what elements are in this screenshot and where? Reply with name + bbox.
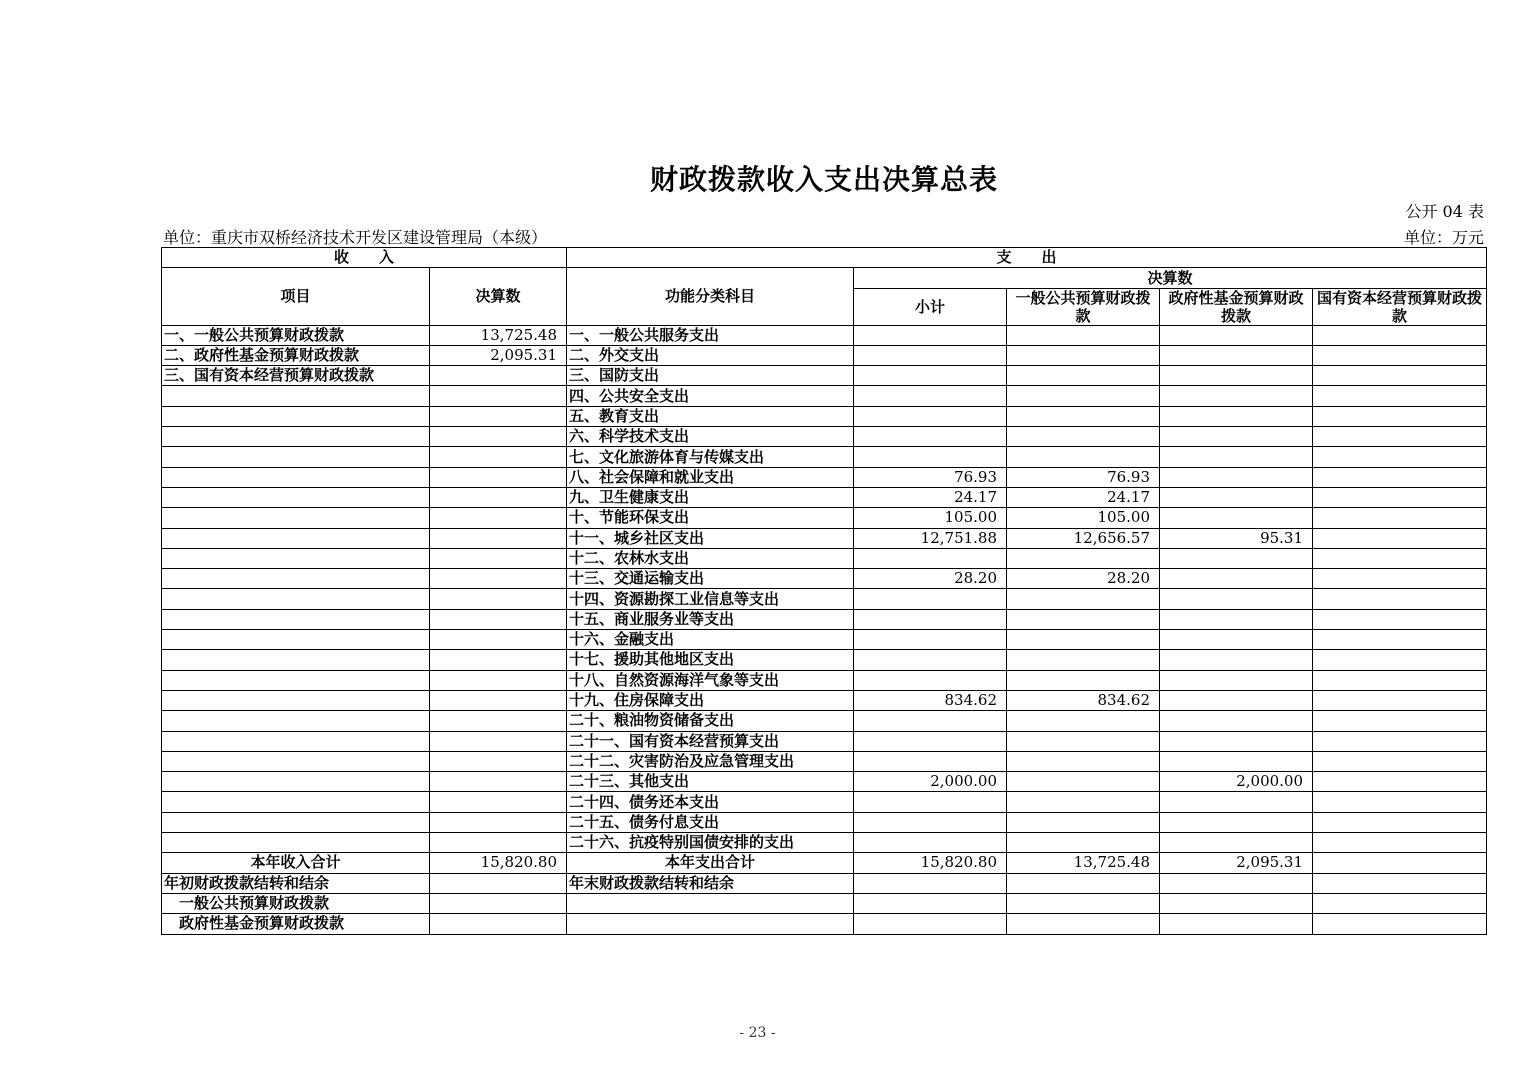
general-budget-cell: 834.62 (1007, 690, 1160, 710)
form-number: 公开 04 表 (1405, 202, 1484, 221)
subtotal-cell (854, 833, 1007, 853)
general-budget-cell (1007, 366, 1160, 386)
income-amount-cell (430, 406, 567, 426)
gov-fund-cell: 2,000.00 (1160, 772, 1313, 792)
state-capital-cell (1313, 772, 1487, 792)
subtotal-cell (854, 609, 1007, 629)
expenditure-subject-cell: 十七、援助其他地区支出 (567, 650, 854, 670)
expenditure-subject-cell: 一、一般公共服务支出 (567, 325, 854, 345)
subtotal-cell (854, 345, 1007, 365)
subtotal-cell: 2,000.00 (854, 772, 1007, 792)
subtotal-cell: 28.20 (854, 569, 1007, 589)
general-budget-cell: 24.17 (1007, 487, 1160, 507)
income-amount-cell (430, 589, 567, 609)
general-budget-cell (1007, 772, 1160, 792)
income-amount-cell (430, 630, 567, 650)
gov-fund-cell (1160, 447, 1313, 467)
table-row (162, 690, 1487, 710)
carryover-income-amount (430, 893, 567, 913)
total-general-budget-cell: 13,725.48 (1007, 853, 1160, 873)
gov-fund-cell (1160, 812, 1313, 832)
income-amount-cell (430, 609, 567, 629)
state-capital-cell (1313, 609, 1487, 629)
expenditure-section-header: 支 出 (567, 248, 1487, 268)
state-capital-cell (1313, 731, 1487, 751)
general-budget-cell (1007, 711, 1160, 731)
table-row (162, 751, 1487, 771)
subtotal-cell: 105.00 (854, 508, 1007, 528)
table-row (162, 386, 1487, 406)
expenditure-subject-cell: 十三、交通运输支出 (567, 569, 854, 589)
income-item-cell (162, 751, 430, 771)
table-row (162, 447, 1487, 467)
income-amount-cell (430, 528, 567, 548)
gov-fund-cell (1160, 609, 1313, 629)
income-item-cell (162, 406, 430, 426)
expenditure-total-label: 本年支出合计 (567, 853, 854, 873)
unit-organization: 单位：重庆市双桥经济技术开发区建设管理局（本级） (163, 228, 548, 247)
general-budget-cell (1007, 345, 1160, 365)
income-item-cell: 一、一般公共预算财政拨款 (162, 325, 430, 345)
expenditure-subject-cell: 六、科学技术支出 (567, 427, 854, 447)
table-row (162, 467, 1487, 487)
gov-fund-cell (1160, 690, 1313, 710)
table-row (162, 345, 1487, 365)
income-amount-cell (430, 366, 567, 386)
expenditure-subject-cell: 二十、粮油物资储备支出 (567, 711, 854, 731)
income-item-cell (162, 447, 430, 467)
expenditure-subject-cell: 三、国防支出 (567, 366, 854, 386)
total-gov-fund-cell: 2,095.31 (1160, 853, 1313, 873)
gov-fund-column-header: 政府性基金预算财政拨款 (1160, 288, 1313, 325)
subtotal-cell (854, 548, 1007, 568)
expenditure-subject-cell: 十六、金融支出 (567, 630, 854, 650)
carryover-expenditure-item: 年末财政拨款结转和结余 (567, 873, 854, 893)
table-row (162, 731, 1487, 751)
income-amount-cell: 2,095.31 (430, 345, 567, 365)
income-item-cell (162, 630, 430, 650)
state-capital-cell (1313, 366, 1487, 386)
subtotal-cell: 12,751.88 (854, 528, 1007, 548)
table-row (162, 650, 1487, 670)
carryover-capital-cell (1313, 893, 1487, 913)
general-budget-column-header: 一般公共预算财政拨款 (1007, 288, 1160, 325)
income-amount-cell (430, 386, 567, 406)
state-capital-cell (1313, 325, 1487, 345)
income-amount-cell (430, 833, 567, 853)
gov-fund-cell (1160, 589, 1313, 609)
subtotal-cell: 834.62 (854, 690, 1007, 710)
table-row (162, 609, 1487, 629)
carryover-general-cell (1007, 893, 1160, 913)
state-capital-cell (1313, 650, 1487, 670)
amount-column-header: 决算数 (430, 268, 567, 325)
appropriation-summary-table (161, 247, 1487, 935)
subtotal-cell (854, 650, 1007, 670)
table-row (162, 528, 1487, 548)
table-row (162, 589, 1487, 609)
income-item-cell (162, 711, 430, 731)
income-item-cell (162, 650, 430, 670)
general-budget-cell (1007, 650, 1160, 670)
state-capital-cell (1313, 711, 1487, 731)
gov-fund-cell (1160, 833, 1313, 853)
subtotal-cell (854, 427, 1007, 447)
carryover-subtotal-cell (854, 914, 1007, 934)
gov-fund-cell (1160, 508, 1313, 528)
gov-fund-cell (1160, 406, 1313, 426)
carryover-row (162, 873, 1487, 893)
table-row (162, 406, 1487, 426)
subtotal-cell (854, 366, 1007, 386)
carryover-expenditure-item (567, 914, 854, 934)
gov-fund-cell (1160, 325, 1313, 345)
general-budget-cell (1007, 731, 1160, 751)
income-item-cell (162, 589, 430, 609)
income-amount-cell (430, 731, 567, 751)
income-item-cell (162, 548, 430, 568)
carryover-capital-cell (1313, 914, 1487, 934)
income-amount-cell (430, 812, 567, 832)
gov-fund-cell (1160, 386, 1313, 406)
general-budget-cell (1007, 792, 1160, 812)
income-amount-cell (430, 690, 567, 710)
gov-fund-cell (1160, 345, 1313, 365)
expenditure-subject-cell: 二十二、灾害防治及应急管理支出 (567, 751, 854, 771)
carryover-income-item: 年初财政拨款结转和结余 (162, 873, 430, 893)
carryover-fund-cell (1160, 873, 1313, 893)
subtotal-cell (854, 812, 1007, 832)
income-amount-cell (430, 467, 567, 487)
subtotal-cell (854, 731, 1007, 751)
table-row (162, 792, 1487, 812)
expenditure-subject-cell: 二十三、其他支出 (567, 772, 854, 792)
gov-fund-cell (1160, 487, 1313, 507)
general-budget-cell (1007, 751, 1160, 771)
table-row (162, 833, 1487, 853)
state-capital-cell (1313, 406, 1487, 426)
carryover-income-amount (430, 873, 567, 893)
income-item-cell (162, 386, 430, 406)
general-budget-cell (1007, 447, 1160, 467)
general-budget-cell (1007, 325, 1160, 345)
subtotal-cell: 76.93 (854, 467, 1007, 487)
expenditure-subject-cell: 十九、住房保障支出 (567, 690, 854, 710)
state-capital-cell (1313, 589, 1487, 609)
income-amount-cell (430, 711, 567, 731)
general-budget-cell (1007, 630, 1160, 650)
carryover-income-amount (430, 914, 567, 934)
general-budget-cell (1007, 589, 1160, 609)
income-total-amount: 15,820.80 (430, 853, 567, 873)
table-row (162, 812, 1487, 832)
income-item-cell (162, 427, 430, 447)
subtotal-cell (854, 386, 1007, 406)
expenditure-subject-cell: 七、文化旅游体育与传媒支出 (567, 447, 854, 467)
total-subtotal-cell: 15,820.80 (854, 853, 1007, 873)
subtotal-column-header: 小计 (854, 288, 1007, 325)
expenditure-subject-cell: 二十五、债务付息支出 (567, 812, 854, 832)
income-item-cell (162, 569, 430, 589)
state-capital-cell (1313, 487, 1487, 507)
income-amount-cell (430, 650, 567, 670)
state-capital-cell (1313, 792, 1487, 812)
carryover-subtotal-cell (854, 873, 1007, 893)
table-row (162, 325, 1487, 345)
subtotal-cell (854, 751, 1007, 771)
income-total-label: 本年收入合计 (162, 853, 430, 873)
expenditure-subject-cell: 十四、资源勘探工业信息等支出 (567, 589, 854, 609)
gov-fund-cell (1160, 630, 1313, 650)
state-capital-cell (1313, 427, 1487, 447)
income-item-cell (162, 467, 430, 487)
state-capital-cell (1313, 467, 1487, 487)
table-row (162, 508, 1487, 528)
expenditure-subject-cell: 二十四、债务还本支出 (567, 792, 854, 812)
unit-currency: 单位：万元 (1403, 228, 1484, 247)
gov-fund-cell (1160, 366, 1313, 386)
income-amount-cell (430, 508, 567, 528)
general-budget-cell (1007, 812, 1160, 832)
subtotal-cell: 24.17 (854, 487, 1007, 507)
income-item-cell (162, 731, 430, 751)
income-item-cell (162, 528, 430, 548)
expenditure-subject-cell: 十、节能环保支出 (567, 508, 854, 528)
income-amount-cell (430, 792, 567, 812)
carryover-fund-cell (1160, 914, 1313, 934)
subtotal-cell (854, 670, 1007, 690)
general-budget-cell (1007, 427, 1160, 447)
income-amount-cell (430, 569, 567, 589)
state-capital-cell (1313, 508, 1487, 528)
expenditure-subject-cell: 十八、自然资源海洋气象等支出 (567, 670, 854, 690)
expenditure-subject-cell: 九、卫生健康支出 (567, 487, 854, 507)
income-item-cell (162, 812, 430, 832)
state-capital-cell (1313, 812, 1487, 832)
subtotal-cell (854, 792, 1007, 812)
state-capital-column-header: 国有资本经营预算财政拨款 (1313, 288, 1487, 325)
final-amount-group-header: 决算数 (854, 268, 1487, 288)
table-row (162, 630, 1487, 650)
page-number: - 23 - (739, 1025, 776, 1041)
state-capital-cell (1313, 447, 1487, 467)
gov-fund-cell (1160, 751, 1313, 771)
income-item-cell (162, 690, 430, 710)
income-item-cell: 二、政府性基金预算财政拨款 (162, 345, 430, 365)
table-body (162, 325, 1487, 934)
table-row (162, 427, 1487, 447)
state-capital-cell (1313, 751, 1487, 771)
gov-fund-cell (1160, 711, 1313, 731)
carryover-fund-cell (1160, 893, 1313, 913)
expenditure-subject-cell: 二十六、抗疫特别国债安排的支出 (567, 833, 854, 853)
subtotal-cell (854, 325, 1007, 345)
general-budget-cell (1007, 833, 1160, 853)
gov-fund-cell (1160, 548, 1313, 568)
income-amount-cell (430, 751, 567, 771)
subtotal-cell (854, 406, 1007, 426)
general-budget-cell (1007, 670, 1160, 690)
gov-fund-cell (1160, 731, 1313, 751)
gov-fund-cell (1160, 467, 1313, 487)
subtotal-cell (854, 630, 1007, 650)
total-state-capital-cell (1313, 853, 1487, 873)
carryover-row (162, 914, 1487, 934)
state-capital-cell (1313, 386, 1487, 406)
subtotal-cell (854, 711, 1007, 731)
subtotal-cell (854, 447, 1007, 467)
expenditure-subject-cell: 二十一、国有资本经营预算支出 (567, 731, 854, 751)
subtotal-cell (854, 589, 1007, 609)
carryover-income-item: 政府性基金预算财政拨款 (162, 914, 430, 934)
table-row (162, 366, 1487, 386)
carryover-general-cell (1007, 914, 1160, 934)
general-budget-cell: 76.93 (1007, 467, 1160, 487)
table-row (162, 772, 1487, 792)
general-budget-cell (1007, 548, 1160, 568)
income-item-cell (162, 609, 430, 629)
state-capital-cell (1313, 548, 1487, 568)
state-capital-cell (1313, 833, 1487, 853)
income-amount-cell (430, 670, 567, 690)
table-row (162, 569, 1487, 589)
income-item-cell (162, 508, 430, 528)
carryover-general-cell (1007, 873, 1160, 893)
general-budget-cell: 28.20 (1007, 569, 1160, 589)
table-row (162, 548, 1487, 568)
gov-fund-cell (1160, 792, 1313, 812)
income-amount-cell: 13,725.48 (430, 325, 567, 345)
expenditure-subject-cell: 十五、商业服务业等支出 (567, 609, 854, 629)
gov-fund-cell (1160, 569, 1313, 589)
gov-fund-cell (1160, 427, 1313, 447)
general-budget-cell: 12,656.57 (1007, 528, 1160, 548)
general-budget-cell: 105.00 (1007, 508, 1160, 528)
expenditure-subject-cell: 八、社会保障和就业支出 (567, 467, 854, 487)
gov-fund-cell (1160, 670, 1313, 690)
income-amount-cell (430, 447, 567, 467)
income-item-cell (162, 772, 430, 792)
income-item-cell: 三、国有资本经营预算财政拨款 (162, 366, 430, 386)
income-amount-cell (430, 548, 567, 568)
income-item-cell (162, 670, 430, 690)
carryover-row (162, 893, 1487, 913)
item-column-header: 项目 (162, 268, 430, 325)
general-budget-cell (1007, 609, 1160, 629)
carryover-income-item: 一般公共预算财政拨款 (162, 893, 430, 913)
state-capital-cell (1313, 569, 1487, 589)
general-budget-cell (1007, 406, 1160, 426)
income-item-cell (162, 833, 430, 853)
carryover-capital-cell (1313, 873, 1487, 893)
table-row (162, 670, 1487, 690)
table-row (162, 487, 1487, 507)
income-amount-cell (430, 772, 567, 792)
carryover-expenditure-item (567, 893, 854, 913)
state-capital-cell (1313, 528, 1487, 548)
income-section-header: 收 入 (162, 248, 567, 268)
totals-row (162, 853, 1487, 873)
expenditure-subject-cell: 四、公共安全支出 (567, 386, 854, 406)
income-item-cell (162, 487, 430, 507)
state-capital-cell (1313, 690, 1487, 710)
expenditure-subject-cell: 十二、农林水支出 (567, 548, 854, 568)
state-capital-cell (1313, 670, 1487, 690)
carryover-subtotal-cell (854, 893, 1007, 913)
function-subject-column-header: 功能分类科目 (567, 268, 854, 325)
income-item-cell (162, 792, 430, 812)
gov-fund-cell (1160, 650, 1313, 670)
state-capital-cell (1313, 630, 1487, 650)
page-title: 财政拨款收入支出决算总表 (649, 163, 998, 196)
expenditure-subject-cell: 十一、城乡社区支出 (567, 528, 854, 548)
expenditure-subject-cell: 五、教育支出 (567, 406, 854, 426)
gov-fund-cell: 95.31 (1160, 528, 1313, 548)
income-amount-cell (430, 487, 567, 507)
income-amount-cell (430, 427, 567, 447)
expenditure-subject-cell: 二、外交支出 (567, 345, 854, 365)
general-budget-cell (1007, 386, 1160, 406)
state-capital-cell (1313, 345, 1487, 365)
table-row (162, 711, 1487, 731)
